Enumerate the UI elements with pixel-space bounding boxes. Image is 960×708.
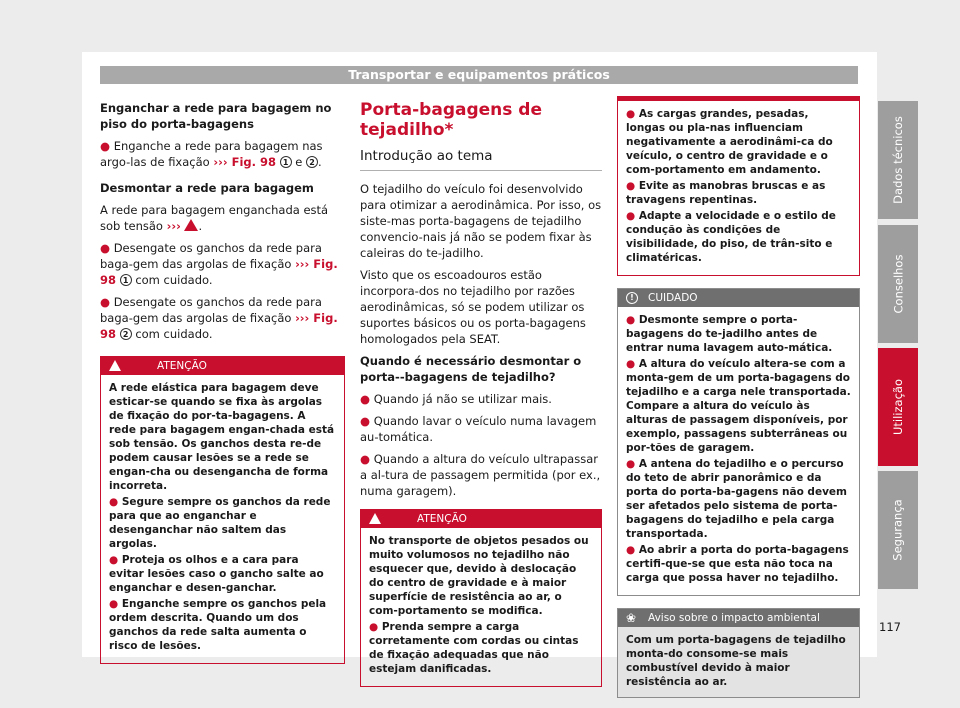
tab-dados-tecnicos[interactable]: Dados técnicos (878, 101, 918, 219)
warning-box (360, 509, 602, 687)
section-subtitle: Introdução ao tema (360, 148, 602, 171)
bullet-desengate-2: ● Desengate os ganchos da rede para baga-gem das argolas de fixação ››› Fig. 98 2 com cuidado. (100, 295, 338, 341)
warning-box-body: No transporte de objetos pesados ou muito volumosos no tejadilho não esquecer que, devido à deslocação do centro de gravidade e à maior superfície de resistência ao ar, o com-portamento se modifica. ● Prenda sempre a carga corretamente com cordas ou cintas de fixação adequadas que não estejam danificadas. (369, 535, 589, 675)
callout-number: 2 (306, 156, 318, 168)
warning-box-body: ● As cargas grandes, pesadas, longas ou pla-nas influenciam negativamente a aerodinâmi-ca do veículo, o centro de gravidade e o com-portamento em andamento. ● Evite as manobras bruscas e as travagens repentinas. ● Adapte a velocidade e o estilo de condução às condições de visibilidade, do piso, de trân-sito e climatéricas. (626, 108, 836, 264)
column-1 (100, 100, 345, 664)
see-arrow: ››› (166, 219, 181, 233)
see-arrow: ››› (295, 257, 310, 271)
callout-number: 2 (120, 328, 132, 340)
heading-desmontar: Desmontar a rede para bagagem (100, 181, 314, 195)
callout-number: 1 (120, 274, 132, 286)
tab-conselhos[interactable]: Conselhos (878, 225, 918, 343)
environment-box-body: Com um porta-bagagens de tejadilho monta-do consome-se mais combustível devido à maior resistência ao ar. (618, 627, 859, 697)
bullet-dot: ● (100, 241, 111, 255)
tension-text: A rede para bagagem enganchada está sob tensão ››› . (100, 203, 329, 233)
warning-box-continued (617, 96, 860, 276)
page-number: 117 (879, 620, 901, 634)
bullet-dot: ● (100, 139, 111, 153)
caution-box (617, 288, 860, 596)
callout-number: 1 (280, 156, 292, 168)
warning-icon (369, 513, 381, 524)
fig-link[interactable]: Fig. 98 (100, 311, 338, 341)
warning-icon (184, 219, 198, 231)
fig-link[interactable]: Fig. 98 (100, 257, 338, 287)
paragraph: Visto que os escoadouros estão incorpora-dos no tejadilho por razões aerodinâmicas, só se podem utilizar os suportes básicos ou os porta-bagagens homologados pela SEAT. (360, 268, 586, 346)
bullet-dot: ● (100, 295, 111, 309)
environment-box-header: ❀ Aviso sobre o impacto ambiental (618, 609, 859, 627)
leaf-icon: ❀ (626, 611, 637, 625)
heading-enganchar: Enganchar a rede para bagagem no piso do porta-bagagens (100, 101, 332, 131)
heading-quando: Quando é necessário desmontar o porta--bagagens de tejadilho? (360, 354, 582, 384)
caution-icon: ! (626, 292, 638, 304)
warning-box-header: ATENÇÃO (101, 357, 344, 375)
see-arrow: ››› (213, 155, 228, 169)
tab-seguranca[interactable]: Segurança (878, 471, 918, 589)
tab-utilizacao[interactable]: Utilização (878, 348, 918, 466)
see-arrow: ››› (295, 311, 310, 325)
fig-link[interactable]: Fig. 98 (227, 155, 276, 169)
bullet-desengate-1: ● Desengate os ganchos da rede para baga-gem das argolas de fixação ››› Fig. 98 1 com cuidado. (100, 241, 338, 287)
list-item: ● Quando a altura do veículo ultrapassar a al-tura de passagem permitida (por ex., numa garagem). (360, 452, 601, 498)
warning-icon (109, 360, 121, 371)
caution-box-header: ! CUIDADO (618, 289, 859, 307)
warning-box-header: ATENÇÃO (361, 510, 601, 528)
section-title: Porta-bagagens de tejadilho* (360, 100, 542, 140)
paragraph: O tejadilho do veículo foi desenvolvido para otimizar a aerodinâmica. Por isso, os siste-mas porta-bagagens de tejadilho convencio-nais já não se podem fixar às caleiras do te-jadilho. (360, 182, 602, 260)
warning-box (100, 356, 345, 664)
column-3 (617, 96, 860, 698)
environment-box (617, 608, 860, 698)
list-item: ● Quando lavar o veículo numa lavagem au-tomática. (360, 414, 597, 444)
warning-box-body: A rede elástica para bagagem deve esticar-se quando se fixa às argolas de fixação do por-ta-bagagens. A rede para bagagem engan-chada está sob tensão. Os ganchos desta re-de podem causar lesões se a rede se engan-cha ou desengancha de forma incorreta. ● Segure sempre os ganchos da rede para que ao enganchar e desenganchar não saltem das argolas. ● Proteja os olhos e a cara para evitar lesões caso o gancho salte ao enganchar e desen-ganchar. ● Enganche sempre os ganchos pela ordem descrita. Quando um dos ganchos da rede salta aumenta o risco de lesões. (109, 382, 335, 652)
list-item: ● Quando já não se utilizar mais. (360, 392, 552, 406)
caution-box-body: ● Desmonte sempre o porta-bagagens do te-jadilho antes de entrar numa lavagem auto-mática. ● A altura do veículo altera-se com a monta-gem de um porta-bagagens do tejadilho e a carga nele transportada. Compare a altura do veículo às alturas de passagem disponíveis, por exemplo, passagens subterrâneas ou por-tões de garagem. ● A antena do tejadilho e o percurso do teto de abrir panorâmico e da porta do porta-ba-gagens não devem ser afetados pelo sistema de porta-bagagens do tejadilho e pela carga transportada. ● Ao abrir a porta do porta-bagagens certifi-que-se que esta não toca na carga que possa haver no tejadilho. (626, 314, 851, 584)
column-2 (360, 100, 602, 687)
page-header: Transportar e equipamentos práticos (100, 66, 858, 84)
bullet-enganchar: ● Enganche a rede para bagagem nas argo-las de fixação ››› Fig. 98 1 e 2 . (100, 139, 323, 169)
